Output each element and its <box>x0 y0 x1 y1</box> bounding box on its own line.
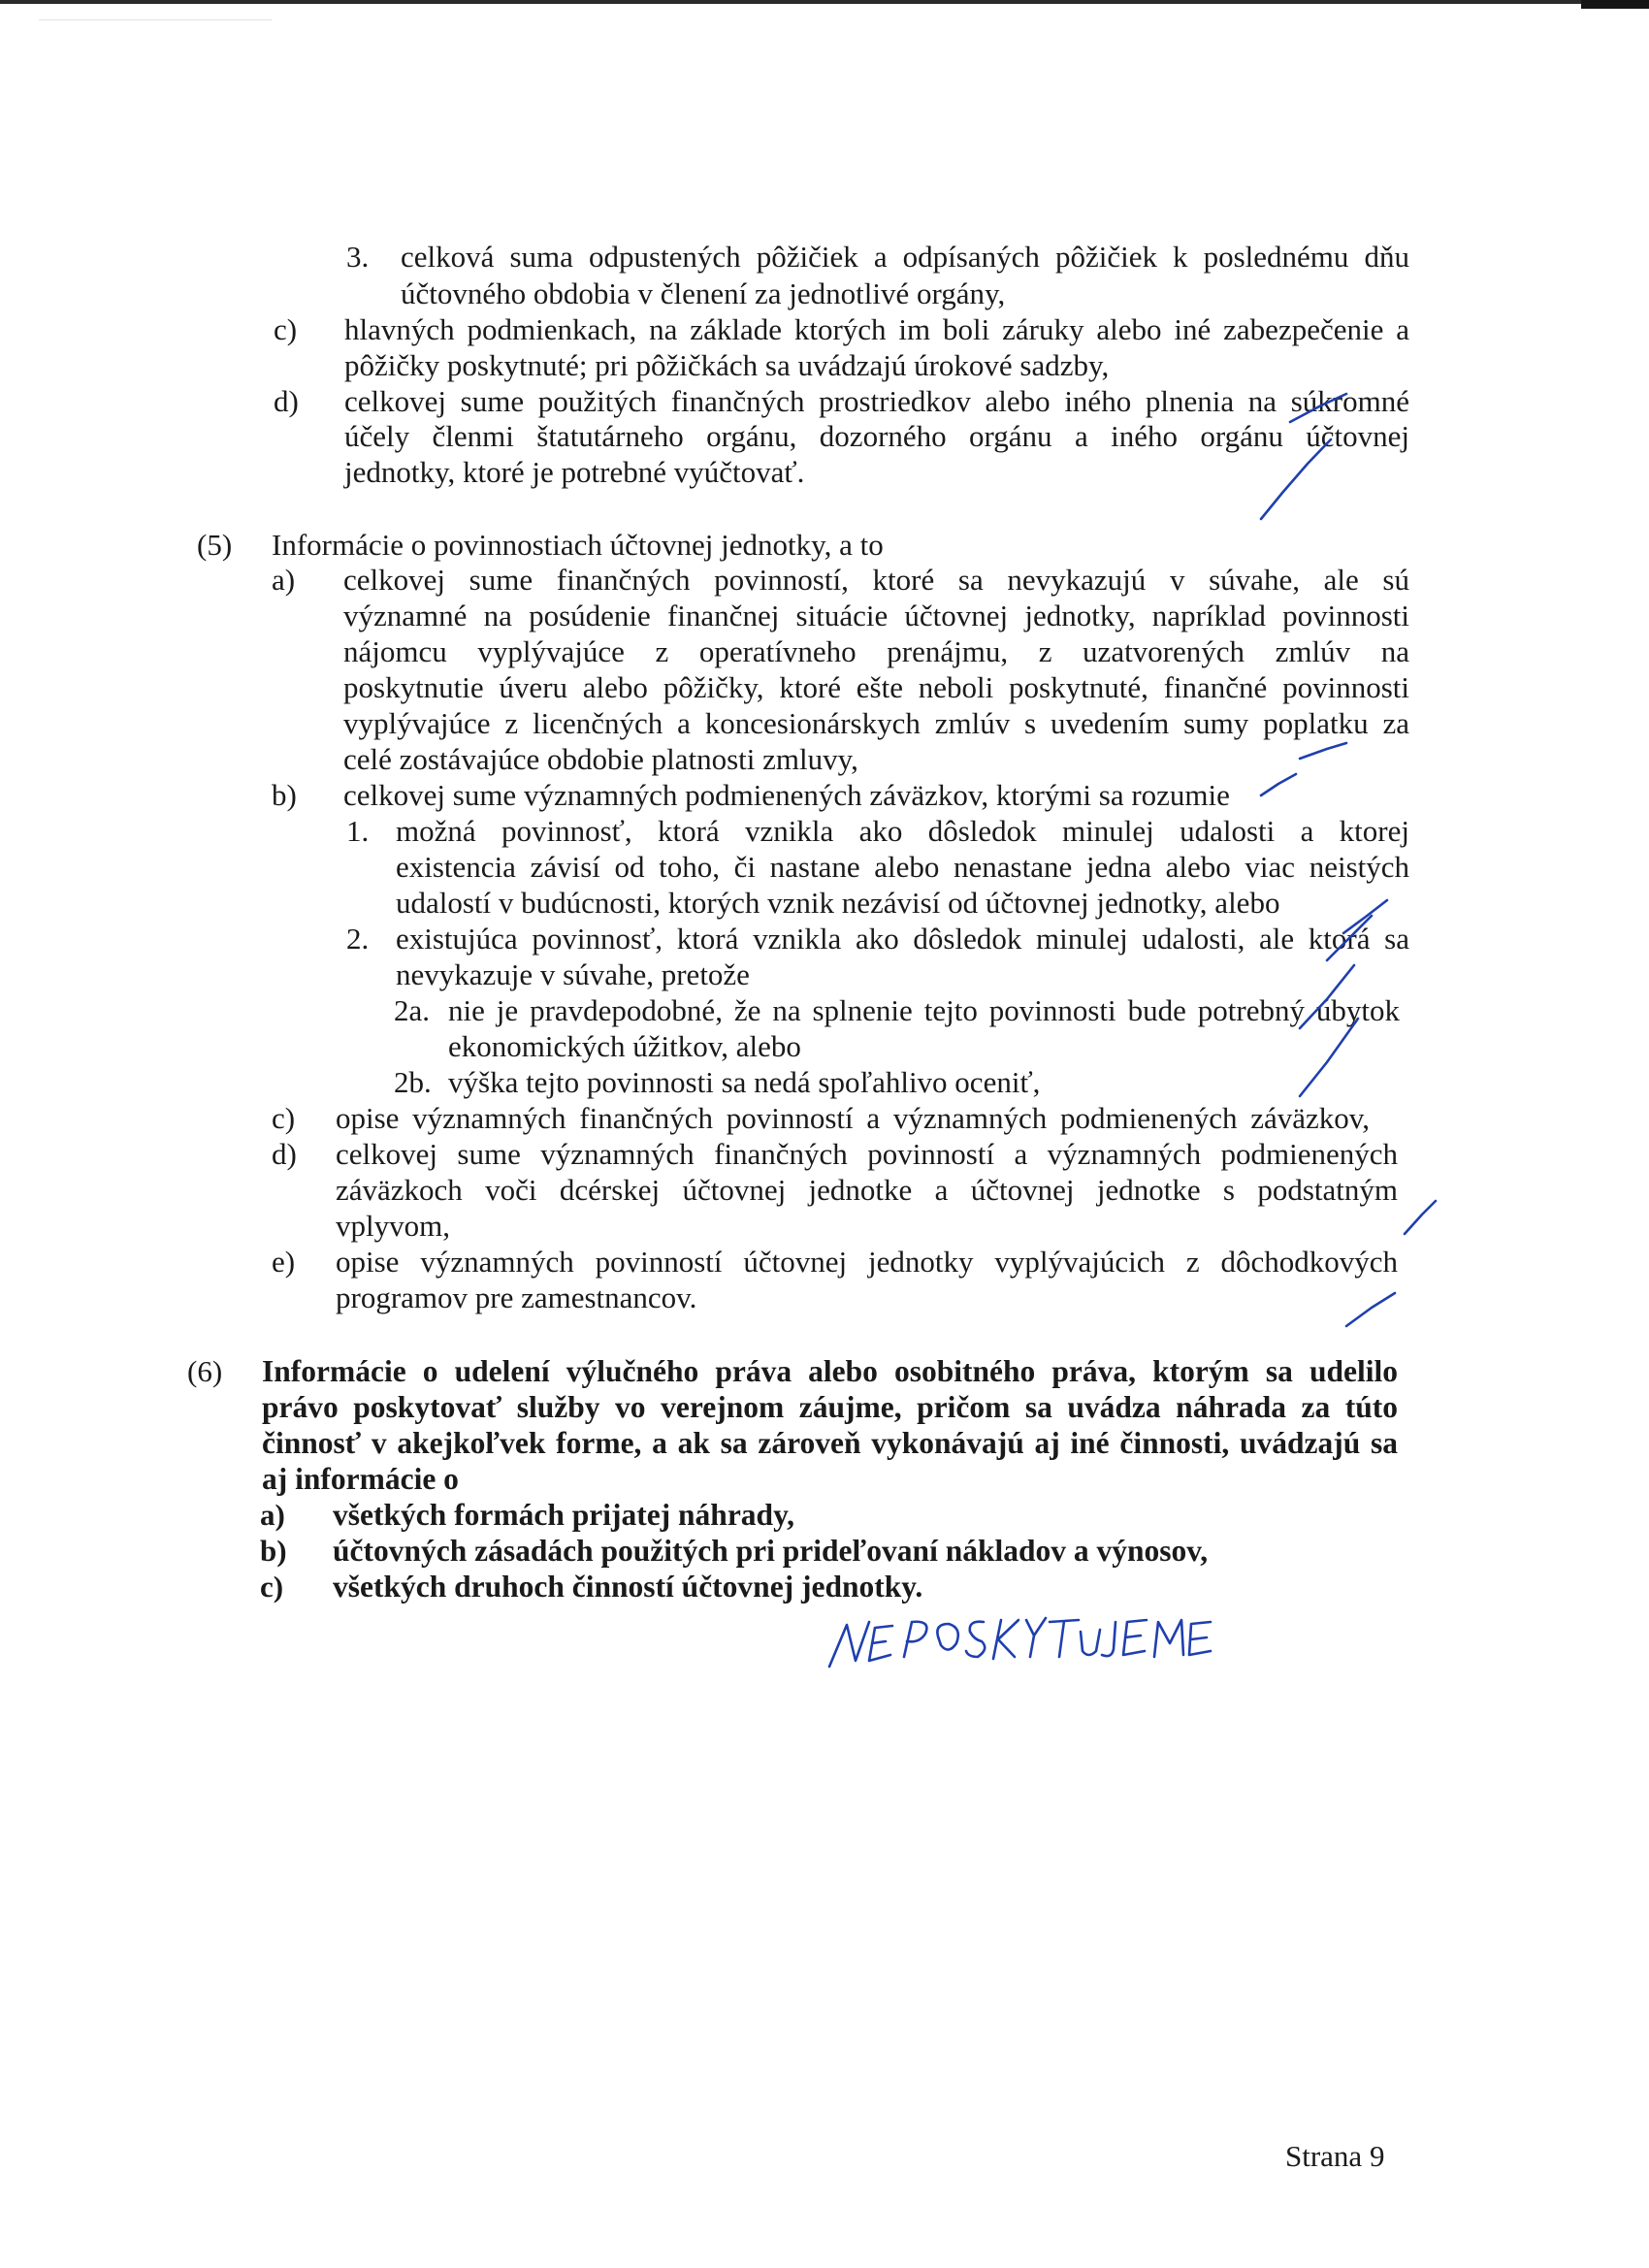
section-5-d-line-3: vplyvom, <box>336 1209 450 1243</box>
item-d-line-1: celkovej sume použitých finančných prostriedkov alebo iného plnenia na súkromné <box>344 384 1409 418</box>
section-5-b-2a-number: 2a. <box>394 993 431 1027</box>
section-5-heading: Informácie o povinnostiach účtovnej jednotky, a to <box>272 528 884 562</box>
section-5-d-line-2: záväzkoch voči dcérskej účtovnej jednotke a účtovnej jednotke s podstatným <box>336 1173 1398 1207</box>
section-5-d-line-1: celkovej sume významných finančných povinností a významných podmienených <box>336 1137 1398 1171</box>
section-5-a-line-1: celkovej sume finančných povinností, ktoré sa nevykazujú v súvahe, ale sú <box>343 563 1409 597</box>
section-6-c-marker: c) <box>260 1570 284 1604</box>
section-6-a-line: všetkých formách prijatej náhrady, <box>333 1498 794 1532</box>
section-5-b-1-line-3: udalostí v budúcnosti, ktorých vznik nezávisí od účtovnej jednotky, alebo <box>396 886 1280 920</box>
item-3-line-2: účtovného obdobia v členení za jednotlivé orgány, <box>401 276 1006 310</box>
section-6-a-marker: a) <box>260 1498 285 1532</box>
section-5-e-marker: e) <box>272 1245 296 1279</box>
section-5-b-2-number: 2. <box>346 922 370 956</box>
section-6-line-1: Informácie o udelení výlučného práva alebo osobitného práva, ktorým sa udelilo <box>262 1354 1398 1388</box>
section-5-b-line: celkovej sume významných podmienených záväzkov, ktorými sa rozumie <box>343 778 1230 812</box>
page-number: Strana 9 <box>1285 2139 1385 2173</box>
section-5-b-2b-number: 2b. <box>394 1065 432 1099</box>
item-d-marker: d) <box>274 384 299 418</box>
section-5-b-2a-line-2: ekonomických úžitkov, alebo <box>448 1029 801 1063</box>
item-c-line-2: pôžičky poskytnuté; pri pôžičkách sa uvádzajú úrokové sadzby, <box>344 348 1110 382</box>
item-3-line-1: celková suma odpustených pôžičiek a odpísaných pôžičiek k poslednému dňu <box>401 240 1409 274</box>
section-5-a-line-2: významné na posúdenie finančnej situácie účtovnej jednotky, napríklad povinnosti <box>343 599 1409 632</box>
item-d-line-2: účely členmi štatutárneho orgánu, dozorného orgánu a iného orgánu účtovnej <box>344 419 1409 453</box>
section-6-line-2: právo poskytovať služby vo verejnom záujme, pričom sa uvádza náhrada za túto <box>262 1390 1398 1424</box>
section-6-b-line: účtovných zásadách použitých pri prideľovaní nákladov a výnosov, <box>333 1534 1209 1568</box>
section-5-b-1-line-1: možná povinnosť, ktorá vznikla ako dôsledok minulej udalosti a ktorej <box>396 814 1409 848</box>
section-5-c-marker: c) <box>272 1101 296 1135</box>
section-5-b-2b-line: výška tejto povinnosti sa nedá spoľahlivo oceniť, <box>448 1065 1041 1099</box>
section-5-b-2-line-1: existujúca povinnosť, ktorá vznikla ako dôsledok minulej udalosti, ale ktorá sa <box>396 922 1409 956</box>
section-5-b-2-line-2: nevykazuje v súvahe, pretože <box>396 957 750 991</box>
section-5-a-line-4: poskytnutie úveru alebo pôžičky, ktoré ešte neboli poskytnuté, finančné povinnosti <box>343 670 1409 704</box>
section-6-line-3: činnosť v akejkoľvek forme, a ak sa zároveň vykonávajú aj iné činnosti, uvádzajú sa <box>262 1426 1398 1460</box>
section-5-c-line: opise významných finančných povinností a významných podmienených záväzkov, <box>336 1101 1370 1135</box>
section-5-d-marker: d) <box>272 1137 297 1171</box>
section-6-number: (6) <box>187 1354 223 1388</box>
section-5-number: (5) <box>197 528 233 562</box>
section-5-b-2a-line-1: nie je pravdepodobné, že na splnenie tejto povinnosti bude potrebný úbytok <box>448 993 1400 1027</box>
section-5-b-1-line-2: existencia závisí od toho, či nastane alebo nenastane jedna alebo viac neistých <box>396 850 1409 884</box>
item-3-number: 3. <box>346 240 370 274</box>
item-c-line-1: hlavných podmienkach, na základe ktorých im boli záruky alebo iné zabezpečenie a <box>344 312 1409 346</box>
section-5-a-line-6: celé zostávajúce obdobie platnosti zmluvy, <box>343 742 858 776</box>
section-5-e-line-2: programov pre zamestnancov. <box>336 1280 697 1314</box>
section-5-e-line-1: opise významných povinností účtovnej jednotky vyplývajúcich z dôchodkových <box>336 1245 1398 1279</box>
section-5-a-line-3: nájomcu vyplývajúce z operatívneho prenájmu, z uzatvorených zmlúv na <box>343 634 1409 668</box>
section-5-b-1-number: 1. <box>346 814 370 848</box>
section-6-b-marker: b) <box>260 1534 287 1568</box>
section-5-a-marker: a) <box>272 563 296 597</box>
section-5-b-marker: b) <box>272 778 297 812</box>
item-c-marker: c) <box>274 312 298 346</box>
section-6-line-4: aj informácie o <box>262 1462 459 1496</box>
section-5-a-line-5: vyplývajúce z licenčných a koncesionárskych zmlúv s uvedením sumy poplatku za <box>343 706 1409 740</box>
item-d-line-3: jednotky, ktoré je potrebné vyúčtovať. <box>344 455 805 489</box>
section-6-c-line: všetkých druhoch činností účtovnej jednotky. <box>333 1570 923 1604</box>
